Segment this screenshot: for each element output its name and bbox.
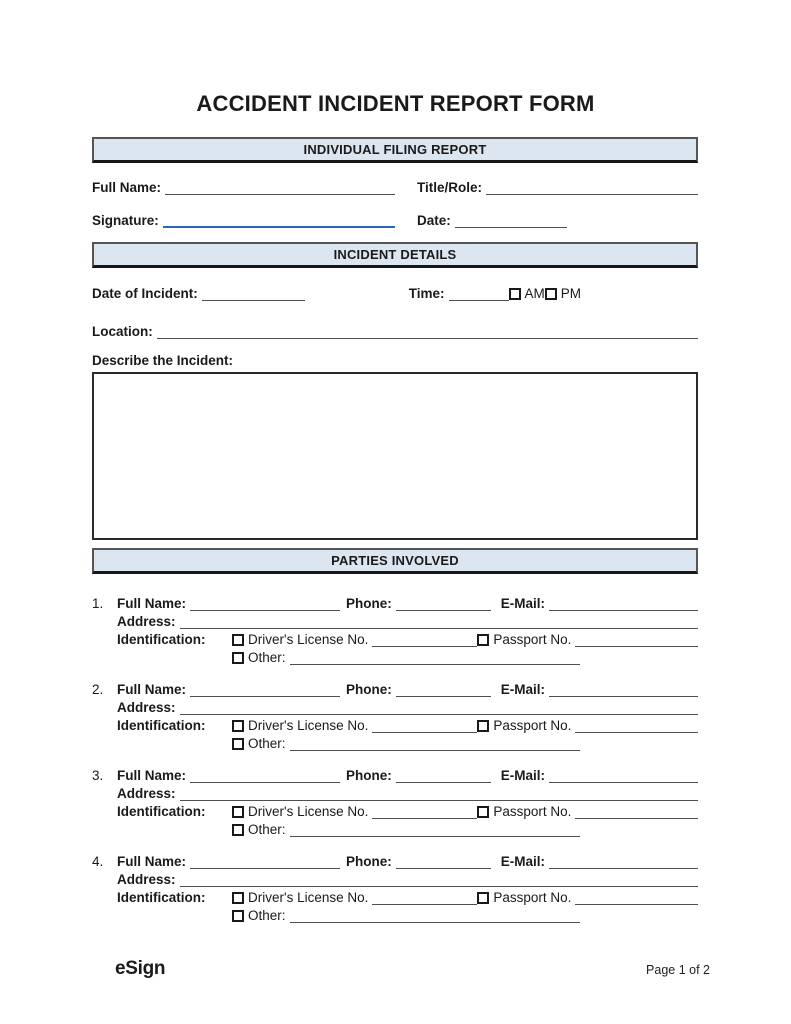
party-full-name-input-line[interactable] bbox=[190, 596, 340, 611]
esign-logo: eSign bbox=[115, 958, 166, 979]
party-row-other bbox=[92, 647, 698, 665]
other-input-line[interactable] bbox=[290, 822, 580, 837]
drivers-license-number-input-line[interactable] bbox=[372, 632, 477, 647]
identification-label: Identification: bbox=[117, 890, 206, 905]
party-address-input-line[interactable] bbox=[180, 614, 698, 629]
party-row-other bbox=[92, 733, 698, 751]
passport-number-input-line[interactable] bbox=[575, 890, 698, 905]
party-entry-3 bbox=[92, 765, 698, 837]
party-email-input-line[interactable] bbox=[549, 854, 698, 869]
signature-label: Signature: bbox=[92, 213, 159, 228]
party-phone-input-line[interactable] bbox=[396, 596, 491, 611]
passport-checkbox[interactable] bbox=[477, 892, 489, 904]
passport-label: Passport No. bbox=[493, 632, 572, 647]
title-role-field bbox=[417, 180, 698, 195]
passport-label: Passport No. bbox=[493, 718, 572, 733]
party-address-input-line[interactable] bbox=[180, 700, 698, 715]
page-title: ACCIDENT INCIDENT REPORT FORM bbox=[196, 91, 595, 116]
other-label: Other: bbox=[248, 736, 286, 751]
pm-checkbox[interactable] bbox=[545, 288, 557, 300]
drivers-license-checkbox[interactable] bbox=[232, 892, 244, 904]
page-indicator: Page 1 of 2 bbox=[646, 963, 710, 977]
drivers-license-checkbox[interactable] bbox=[232, 720, 244, 732]
email-label: E-Mail: bbox=[500, 854, 546, 869]
party-row-address bbox=[92, 611, 698, 629]
drivers-license-number-input-line[interactable] bbox=[372, 804, 477, 819]
section-header-label: INDIVIDUAL FILING REPORT bbox=[303, 142, 487, 157]
party-address-input-line[interactable] bbox=[180, 872, 698, 887]
pm-label: PM bbox=[560, 286, 582, 301]
full-name-label: Full Name: bbox=[117, 768, 187, 783]
passport-checkbox[interactable] bbox=[477, 806, 489, 818]
party-row-identification bbox=[92, 629, 698, 647]
party-number: 3. bbox=[92, 768, 104, 783]
party-email-input-line[interactable] bbox=[549, 682, 698, 697]
party-entry-1 bbox=[92, 593, 698, 665]
email-label: E-Mail: bbox=[500, 682, 546, 697]
other-input-line[interactable] bbox=[290, 736, 580, 751]
full-name-input-line[interactable] bbox=[165, 180, 395, 195]
address-label: Address: bbox=[117, 614, 176, 629]
address-label: Address: bbox=[117, 872, 176, 887]
drivers-license-label: Driver's License No. bbox=[248, 632, 369, 647]
time-label: Time: bbox=[408, 286, 445, 301]
party-row-address bbox=[92, 697, 698, 715]
date-input-line[interactable] bbox=[455, 213, 567, 228]
drivers-license-number-input-line[interactable] bbox=[372, 890, 477, 905]
section-header-label: PARTIES INVOLVED bbox=[331, 553, 459, 568]
location-label: Location: bbox=[92, 324, 153, 339]
party-number: 4. bbox=[92, 854, 104, 869]
party-phone-input-line[interactable] bbox=[396, 682, 491, 697]
party-number: 2. bbox=[92, 682, 104, 697]
party-email-input-line[interactable] bbox=[549, 596, 698, 611]
party-number: 1. bbox=[92, 596, 104, 611]
party-row-name-phone-email bbox=[92, 593, 698, 611]
party-address-input-line[interactable] bbox=[180, 786, 698, 801]
passport-number-input-line[interactable] bbox=[575, 632, 698, 647]
full-name-field bbox=[92, 180, 395, 195]
section-header-label: INCIDENT DETAILS bbox=[333, 247, 457, 262]
other-checkbox[interactable] bbox=[232, 824, 244, 836]
address-label: Address: bbox=[117, 700, 176, 715]
party-row-name-phone-email bbox=[92, 679, 698, 697]
party-full-name-input-line[interactable] bbox=[190, 682, 340, 697]
party-full-name-input-line[interactable] bbox=[190, 768, 340, 783]
party-row-name-phone-email bbox=[92, 851, 698, 869]
drivers-license-checkbox[interactable] bbox=[232, 806, 244, 818]
party-phone-input-line[interactable] bbox=[396, 854, 491, 869]
section-header-parties-involved bbox=[92, 548, 698, 574]
time-input-line[interactable] bbox=[449, 286, 509, 301]
phone-label: Phone: bbox=[346, 768, 392, 783]
title-role-label: Title/Role: bbox=[417, 180, 483, 195]
location-input-line[interactable] bbox=[157, 324, 698, 339]
signature-input-line[interactable] bbox=[163, 213, 395, 228]
email-label: E-Mail: bbox=[500, 596, 546, 611]
passport-label: Passport No. bbox=[493, 890, 572, 905]
section-header-individual-filing bbox=[92, 137, 698, 163]
phone-label: Phone: bbox=[346, 682, 392, 697]
party-row-address bbox=[92, 783, 698, 801]
drivers-license-label: Driver's License No. bbox=[248, 718, 369, 733]
other-checkbox[interactable] bbox=[232, 910, 244, 922]
incident-row-date-time bbox=[92, 283, 698, 301]
party-row-identification bbox=[92, 887, 698, 905]
party-email-input-line[interactable] bbox=[549, 768, 698, 783]
party-entry-2 bbox=[92, 679, 698, 751]
date-of-incident-input-line[interactable] bbox=[202, 286, 305, 301]
drivers-license-label: Driver's License No. bbox=[248, 804, 369, 819]
describe-incident-label: Describe the Incident: bbox=[92, 353, 234, 368]
signature-field bbox=[92, 213, 395, 228]
filing-row-name-title bbox=[92, 177, 698, 195]
phone-label: Phone: bbox=[346, 854, 392, 869]
full-name-label: Full Name: bbox=[117, 596, 187, 611]
other-checkbox[interactable] bbox=[232, 738, 244, 750]
filing-row-signature-date bbox=[92, 210, 698, 228]
incident-description-box[interactable] bbox=[92, 372, 698, 540]
passport-number-input-line[interactable] bbox=[575, 718, 698, 733]
identification-label: Identification: bbox=[117, 718, 206, 733]
party-row-identification bbox=[92, 801, 698, 819]
full-name-label: Full Name: bbox=[117, 682, 187, 697]
other-label: Other: bbox=[248, 822, 286, 837]
title-role-input-line[interactable] bbox=[486, 180, 698, 195]
party-row-identification bbox=[92, 715, 698, 733]
party-row-address bbox=[92, 869, 698, 887]
date-of-incident-label: Date of Incident: bbox=[92, 286, 198, 301]
passport-number-input-line[interactable] bbox=[575, 804, 698, 819]
passport-checkbox[interactable] bbox=[477, 720, 489, 732]
party-phone-input-line[interactable] bbox=[396, 768, 491, 783]
passport-checkbox[interactable] bbox=[477, 634, 489, 646]
party-full-name-input-line[interactable] bbox=[190, 854, 340, 869]
other-input-line[interactable] bbox=[290, 650, 580, 665]
other-checkbox[interactable] bbox=[232, 652, 244, 664]
party-row-name-phone-email bbox=[92, 765, 698, 783]
other-label: Other: bbox=[248, 650, 286, 665]
other-input-line[interactable] bbox=[290, 908, 580, 923]
address-label: Address: bbox=[117, 786, 176, 801]
section-header-incident-details bbox=[92, 242, 698, 268]
email-label: E-Mail: bbox=[500, 768, 546, 783]
party-row-other bbox=[92, 905, 698, 923]
party-entry-4 bbox=[92, 851, 698, 923]
drivers-license-label: Driver's License No. bbox=[248, 890, 369, 905]
party-row-other bbox=[92, 819, 698, 837]
identification-label: Identification: bbox=[117, 632, 206, 647]
identification-label: Identification: bbox=[117, 804, 206, 819]
passport-label: Passport No. bbox=[493, 804, 572, 819]
full-name-label: Full Name: bbox=[92, 180, 162, 195]
drivers-license-checkbox[interactable] bbox=[232, 634, 244, 646]
phone-label: Phone: bbox=[346, 596, 392, 611]
date-label: Date: bbox=[417, 213, 451, 228]
other-label: Other: bbox=[248, 908, 286, 923]
full-name-label: Full Name: bbox=[117, 854, 187, 869]
drivers-license-number-input-line[interactable] bbox=[372, 718, 477, 733]
am-label: AM bbox=[524, 286, 545, 301]
incident-row-location bbox=[92, 321, 698, 339]
date-field bbox=[417, 213, 698, 228]
am-checkbox[interactable] bbox=[509, 288, 521, 300]
